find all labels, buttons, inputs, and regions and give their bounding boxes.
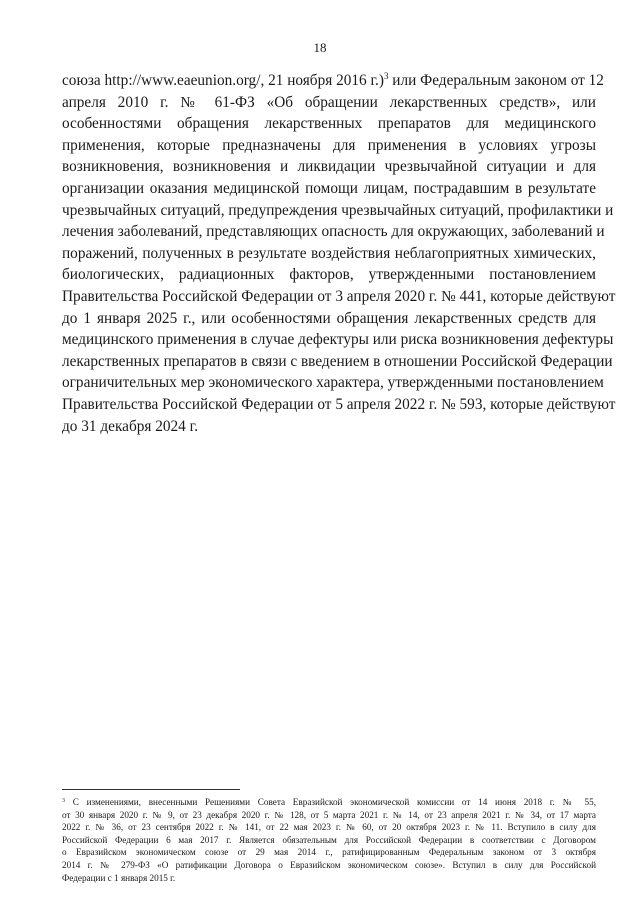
body-line: Правительства Российской Федерации от 3 апреля 2020 г. № 441, которые действуют: [62, 287, 616, 305]
footnote-line: $^3$ С изменениями, внесенными Решениями Совета Евразийской экономической комиссии от 14 июня 2018 г. № 55,: [62, 797, 596, 807]
body-line: до 1 января 2025 г., или особенностями обращения лекарственных средств для: [62, 309, 596, 327]
body-line: чрезвычайных ситуаций, предупреждения чрезвычайных ситуаций, профилактики и: [62, 201, 614, 219]
body-line: особенностями обращения лекарственных препаратов для медицинского: [62, 115, 596, 133]
body-line: поражений, полученных в результате воздействия неблагоприятных химических,: [62, 244, 596, 262]
body-line: ограничительных мер экономического характера, утвержденными постановлением: [62, 374, 604, 392]
footnote-line: Российской Федерации 6 мая 2017 г. Является обязательным для Российской Федерации в соответствии с Договором: [62, 834, 596, 845]
footnote: [62, 796, 596, 884]
body-line: организации оказания медицинской помощи лицам, пострадавшим в результате: [62, 179, 596, 197]
page-number: 18: [313, 40, 327, 55]
footnote-reference[interactable]: 3: [383, 71, 389, 81]
body-line: применения, которые предназначены для применения в условиях угрозы: [62, 136, 596, 154]
footnote-line: от 30 января 2020 г. № 9, от 23 декабря 2020 г. № 128, от 5 марта 2021 г. № 14, от 23 апреля 2021 г. № 34, от 17 марта: [62, 809, 596, 820]
footnote-line: Федерации с 1 января 2015 г.: [62, 872, 176, 883]
footnote-line: о Евразийском экономическом союзе от 29 мая 2014 г., ратифицированным Федеральным законом от 3 октября: [62, 847, 596, 858]
body-text: [62, 70, 616, 437]
body-line: до 31 декабря 2024 г.: [62, 417, 199, 435]
body-line: лечения заболеваний, представляющих опасность для окружающих, заболеваний и: [62, 223, 605, 241]
body-line: апреля 2010 г. № 61-ФЗ «Об обращении лекарственных средств», или: [62, 93, 596, 111]
footnote-marker: 3: [62, 798, 65, 804]
footnote-divider: [62, 789, 240, 790]
body-line: возникновения, возникновения и ликвидации чрезвычайной ситуации и для: [62, 158, 596, 176]
footnote-line: 2022 г. № 36, от 23 сентября 2022 г. № 141, от 22 мая 2023 г. № 60, от 20 октября 2023 г. № 11. Вступило в силу для: [62, 822, 596, 833]
body-line: медицинского применения в случае дефектуры или риска возникновения дефектуры: [62, 331, 614, 349]
footnote-line: 2014 г. № 279-ФЗ «О ратификации Договора о Евразийском экономическом союзе». Вступил в силу для Российской: [62, 859, 596, 870]
body-line: биологических, радиационных факторов, утвержденными постановлением: [62, 266, 596, 284]
body-line: союза http://www.eaeunion.org/, 21 ноября 2016 г.)$^3$ или Федеральным законом от 12: [62, 71, 604, 89]
body-line: Правительства Российской Федерации от 5 апреля 2022 г. № 593, которые действуют: [62, 395, 616, 413]
body-line: лекарственных препаратов в связи с введением в отношении Российской Федерации: [62, 352, 613, 370]
